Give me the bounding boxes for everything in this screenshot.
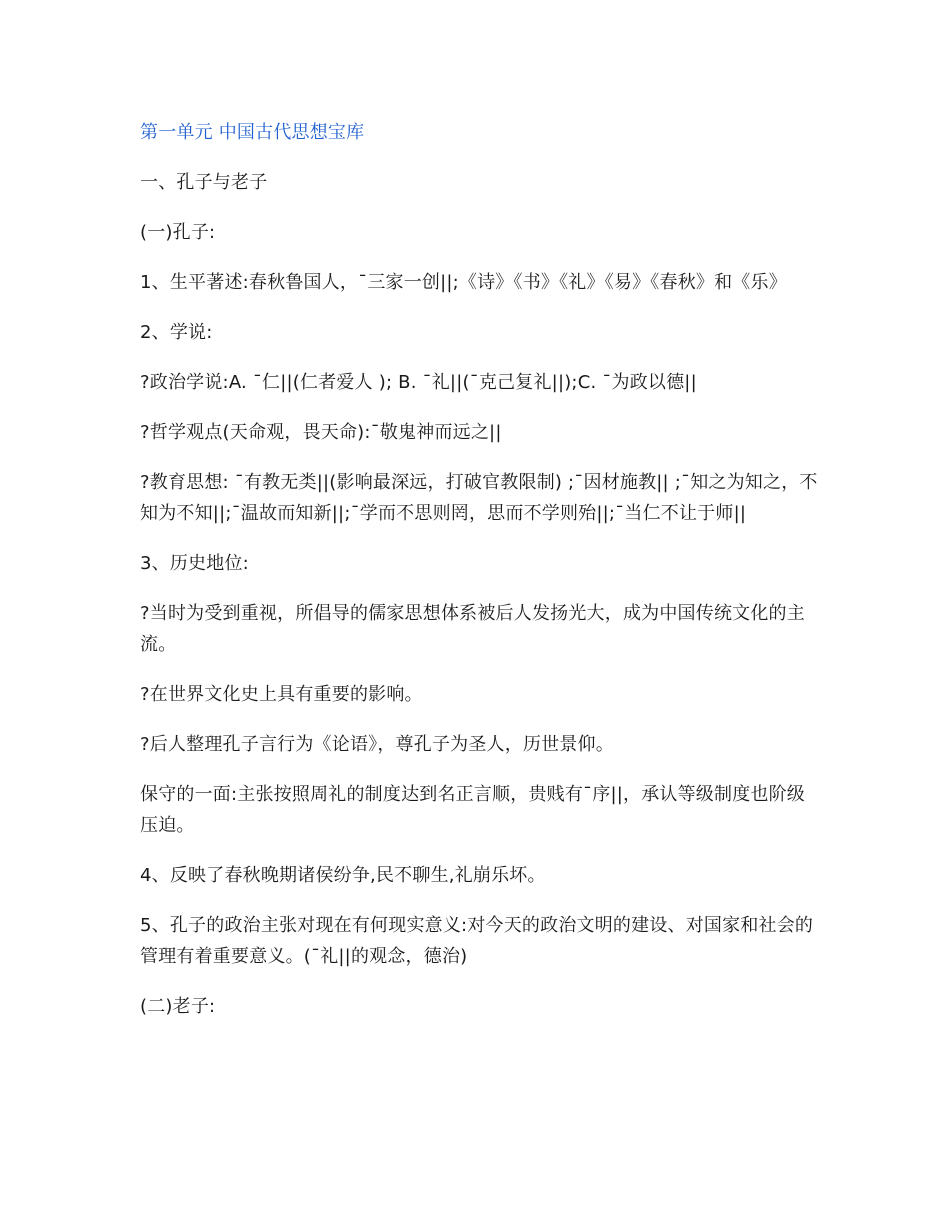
paragraph-education: ?教育思想: ¯有教无类||(影响最深远，打破官教限制) ;¯因材施教|| ;¯知之为知之，不知为不知||;¯温故而知新||;¯学而不思则罔，思而不学则殆||;¯当仁不让于师||	[140, 472, 818, 524]
paragraph-biography: 1、生平著述:春秋鲁国人，¯三家一创||;《诗》《书》《礼》《易》《春秋》和《乐》	[140, 272, 787, 293]
section-heading-confucius-laozi: 一、孔子与老子	[140, 172, 268, 193]
paragraph-doctrine-heading: 2、学说:	[140, 322, 213, 343]
paragraph-historical-status-heading: 3、历史地位:	[140, 553, 249, 574]
subsection-laozi: (二)老子:	[140, 996, 216, 1017]
paragraph-philosophy: ?哲学观点(天命观，畏天命):¯敬鬼神而远之||	[140, 422, 502, 443]
paragraph-reflection: 4、反映了春秋晚期诸侯纷争,民不聊生,礼崩乐坏。	[140, 865, 546, 886]
paragraph-political-doctrine: ?政治学说:A. ¯仁||(仁者爱人 ); B. ¯礼||(¯克己复礼||);C. ¯为政以德||	[140, 372, 697, 393]
unit-title: 第一单元 中国古代思想宝库	[140, 122, 365, 143]
paragraph-status-2: ?在世界文化史上具有重要的影响。	[140, 684, 423, 705]
paragraph-significance: 5、孔子的政治主张对现在有何现实意义:对今天的政治文明的建设、对国家和社会的管理有着重要意义。(¯礼||的观念，德治)	[140, 915, 814, 967]
subsection-confucius: (一)孔子:	[140, 222, 216, 243]
paragraph-status-3: ?后人整理孔子言行为《论语》，尊孔子为圣人，历世景仰。	[140, 734, 614, 755]
paragraph-conservative-side: 保守的一面:主张按照周礼的制度达到名正言顺，贵贱有¯序||，承认等级制度也阶级压迫。	[140, 784, 805, 836]
document-page	[140, 117, 820, 1041]
paragraph-status-1: ?当时为受到重视，所倡导的儒家思想体系被后人发扬光大，成为中国传统文化的主流。	[140, 603, 805, 655]
